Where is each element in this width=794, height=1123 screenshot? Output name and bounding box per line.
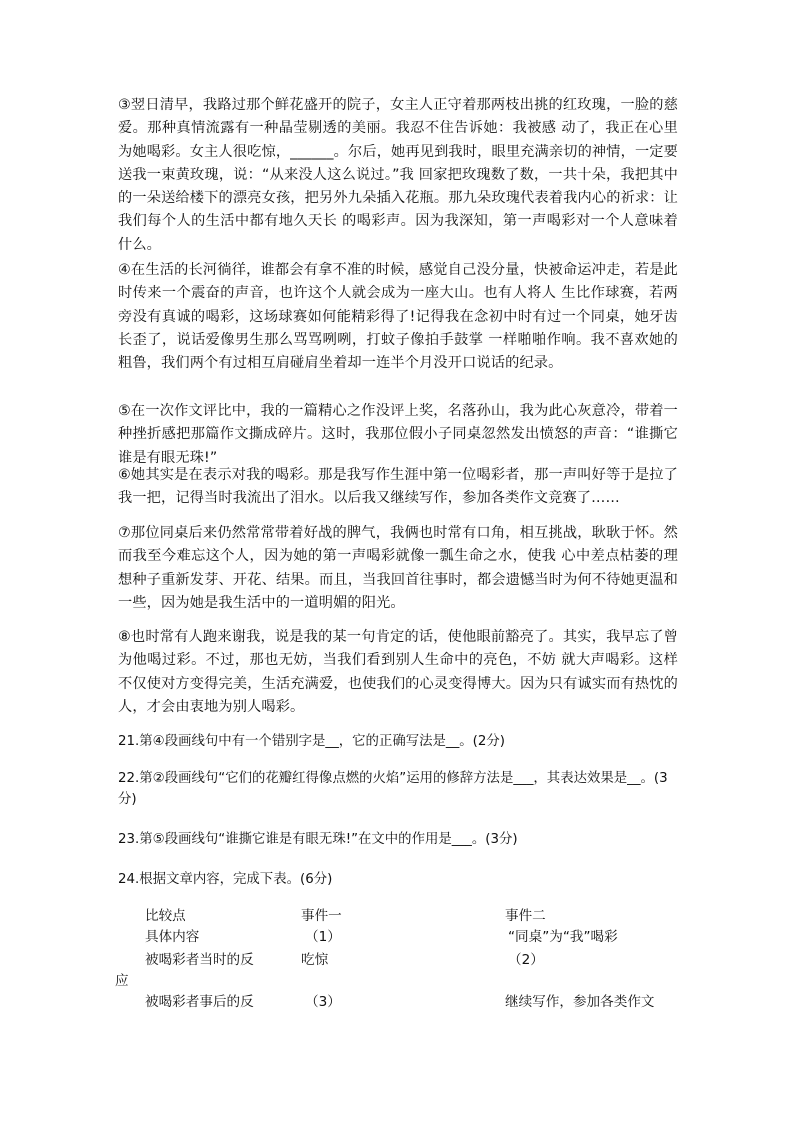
table-row1-event2: “同桌”为“我”喝彩 xyxy=(508,929,618,945)
table-row2-event2: （2） xyxy=(508,952,544,968)
paragraph-6: ⑥她其实是在表示对我的喝彩。那是我写作生涯中第一位喝彩者，那一声叫好等于是拉了我一把，记得当时我流出了泪水。以后我又继续写作，参加各类作文竞赛了…… xyxy=(118,467,678,507)
table-row3-event1: （3） xyxy=(305,994,341,1010)
question-24: 24.根据文章内容，完成下表。(6分) xyxy=(118,872,333,887)
question-22: 22.第②段画线句“它们的花瓣红得像点燃的火焰”运用的修辞方法是___，其表达效果是__。(3分) xyxy=(118,771,668,807)
question-21: 21.第④段画线句中有一个错别字是__，它的正确写法是__。(2分) xyxy=(118,734,506,749)
question-23: 23.第⑤段画线句“谁撕它谁是有眼无珠!”在文中的作用是___。(3分) xyxy=(118,832,518,847)
paragraph-8: ⑧也时常有人跑来谢我，说是我的某一句肯定的话，使他眼前豁亮了。其实，我早忘了曾为他喝过彩。不过，那也无妨，当我们看到别人生命中的亮色，不妨 就大声喝彩。这样不仅使对方变得完美，生活充满爱，也使我们的心灵变得博大。因为只有诚实而有热忱的人，才会由衷地为别人喝彩。 xyxy=(118,629,678,715)
table-header-compare: 比较点 xyxy=(145,908,186,924)
paragraph-5: ⑤在一次作文评比中，我的一篇精心之作没评上奖，名落孙山，我为此心灰意冷，带着一种挫折感把那篇作文撕成碎片。这时，我那位假小子同桌忽然发出愤怒的声音：“谁撕它谁是有眼无珠!” xyxy=(118,403,678,466)
table-header-event2: 事件二 xyxy=(505,908,546,924)
table-row3-label: 被喝彩者事后的反 xyxy=(145,994,254,1010)
table-row2-label: 被喝彩者当时的反 xyxy=(145,952,254,968)
paragraph-4: ④在生活的长河徜徉，谁都会有拿不准的时候，感觉自己没分量，快被命运冲走，若是此时传来一个震奋的声音，也许这个人就会成为一座大山。也有人将人 生比作球赛，若两旁没有真诚的喝彩，这场球赛如何能精彩得了!记得我在念初中时有过一个同桌，她牙齿长歪了，说话爱像男生那么骂骂咧咧，打蚊子像拍手鼓掌 一样啪啪作响。我不喜欢她的粗鲁，我们两个有过相互肩碰肩坐着却一连半个月没开口说话的纪录。 xyxy=(118,262,678,372)
table-row2-event1: 吃惊 xyxy=(301,952,329,968)
table-header-event1: 事件一 xyxy=(301,908,342,924)
paragraph-3: ③翌日清早，我路过那个鲜花盛开的院子，女主人正守着那两枝出挑的红玫瑰，一脸的慈爱。那种真情流露有一种晶莹剔透的美丽。我忍不住告诉她：我被感 动了，我正在心里为她喝彩。女主人很吃惊，______。尔后，她再见到我时，眼里充满亲切的神情，一定要送我一束黄玫瑰，说：“从来没人这么说过。”我 回家把玫瑰数了数，一共十朵，我把其中的一朵送给楼下的漂亮女孩，把另外九朵插入花瓶。那九朵玫瑰代表着我内心的祈求：让我们每个人的生活中都有地久天长 的喝彩声。因为我深知，第一声喝彩对一个人意味着什么。 xyxy=(118,97,678,253)
table-row2-label-wrap: 应 xyxy=(115,973,129,989)
paragraph-7: ⑦那位同桌后来仍然常常带着好战的脾气，我俩也时常有口角，相互挑战，耿耿于怀。然而我至今难忘这个人，因为她的第一声喝彩就像一瓢生命之水，使我 心中差点枯萎的理想种子重新发芽、开花、结果。而且，当我回首往事时，都会遗憾当时为何不待她更温和一些，因为她是我生活中的一道明媚的阳光。 xyxy=(118,525,678,611)
table-row3-event2: 继续写作，参加各类作文 xyxy=(505,994,655,1010)
table-row1-event1: （1） xyxy=(305,929,341,945)
table-row1-label: 具体内容 xyxy=(145,929,200,945)
